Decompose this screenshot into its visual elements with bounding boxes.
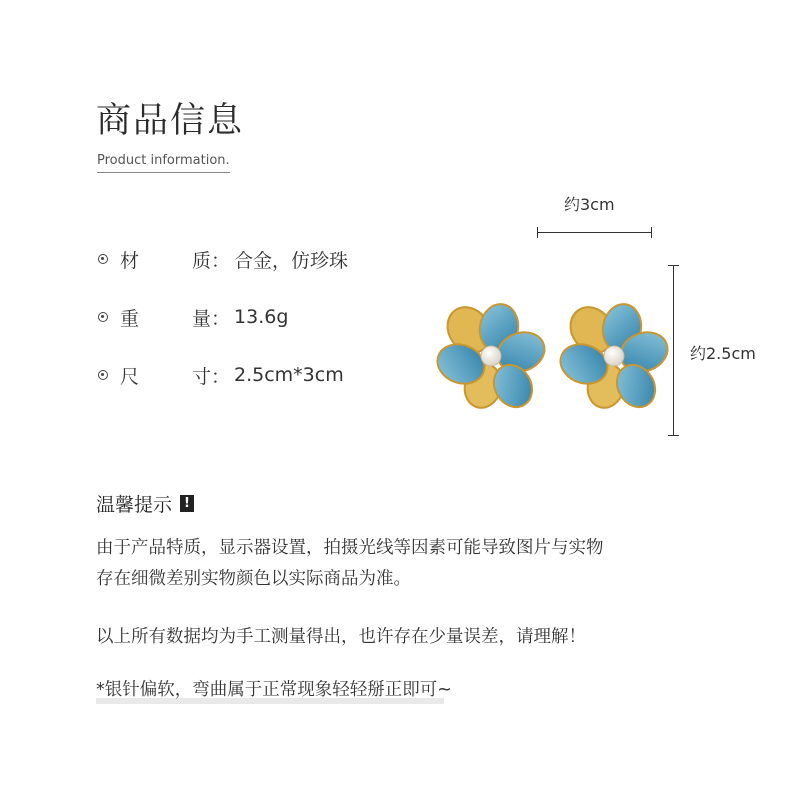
spec-value: 合金，仿珍珠 [234, 249, 349, 272]
tip-line: 存在细微差别实物颜色以实际商品为准。 [96, 569, 411, 589]
page-subtitle: Product information. [97, 152, 230, 173]
tip-line: 由于产品特质，显示器设置，拍摄光线等因素可能导致图片与实物 [96, 538, 604, 558]
spec-label: 材 质 [120, 249, 211, 272]
spec-row-weight: 重 量 ： 13.6g [98, 303, 288, 331]
tip-line: 以上所有数据均为手工测量得出，也许存在少量误差，请理解！ [96, 627, 586, 647]
page-title: 商品信息 [96, 101, 245, 141]
spec-value: 13.6g [234, 306, 289, 328]
exclamation-icon: ! [180, 495, 194, 512]
note-text: *银针偏软，弯曲属于正常现象轻轻掰正即可~ [96, 680, 452, 700]
bullet-icon [98, 370, 108, 380]
flower-earring-left-icon [435, 300, 547, 412]
spec-label: 尺 寸 [120, 365, 211, 388]
bullet-icon [98, 254, 108, 264]
spec-label: 重 量 [120, 307, 211, 330]
flower-earring-right-icon [558, 300, 670, 412]
height-dimension-label: 约2.5cm [690, 344, 756, 363]
height-dimension-line [673, 265, 674, 436]
tips-title: 温馨提示 ! [96, 490, 194, 517]
bullet-icon [98, 312, 108, 322]
width-dimension-label: 约3cm [564, 195, 615, 214]
spec-row-size: 尺 寸 ： 2.5cm*3cm [98, 361, 344, 389]
width-dimension-line [537, 232, 652, 233]
spec-row-material: 材 质 ： 合金，仿珍珠 [98, 245, 348, 273]
spec-value: 2.5cm*3cm [234, 364, 344, 386]
